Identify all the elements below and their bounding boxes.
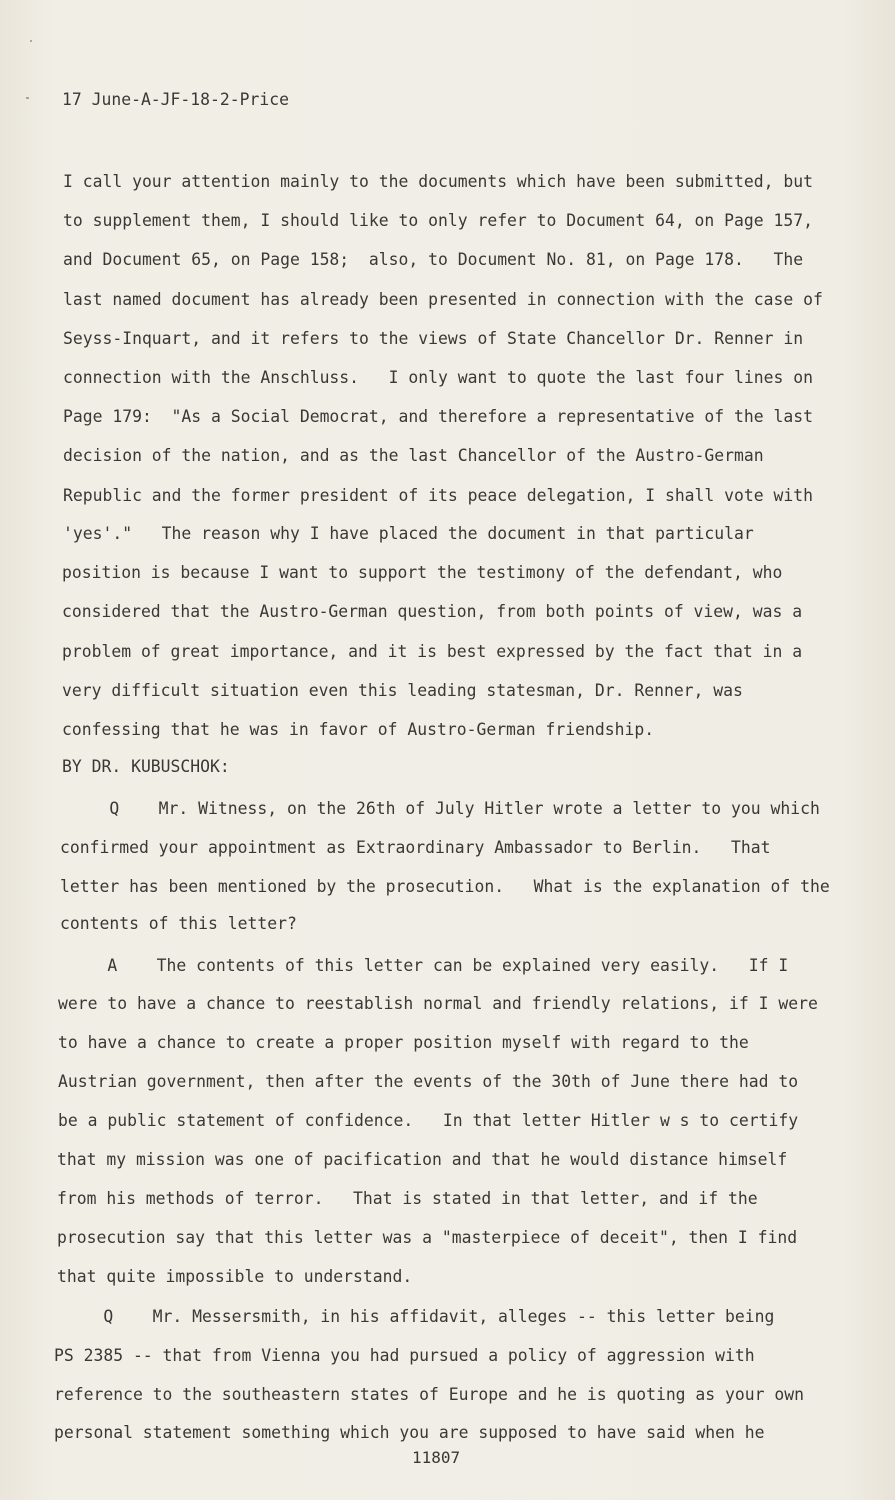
text-line: A The contents of this letter can be explained very easily. If I (58, 956, 789, 975)
page-number: 11807 (412, 1448, 461, 1467)
text-line: personal statement something which you are supposed to have said when he (54, 1423, 765, 1442)
page-header: 17 June-A-JF-18-2-Price (62, 90, 289, 109)
text-line: confessing that he was in favor of Austro-German friendship. (62, 720, 655, 739)
text-line: and Document 65, on Page 158; also, to Document No. 81, on Page 178. The (63, 250, 804, 269)
text-line: letter has been mentioned by the prosecution. What is the explanation of the (60, 877, 830, 896)
text-line: confirmed your appointment as Extraordinary Ambassador to Berlin. That (60, 838, 771, 857)
text-line: from his methods of terror. That is stated in that letter, and if the (57, 1189, 758, 1208)
text-line: Seyss-Inquart, and it refers to the views of State Chancellor Dr. Renner in (63, 329, 804, 348)
text-line: to have a chance to create a proper position myself with regard to the (58, 1033, 749, 1052)
paper-speck (30, 40, 32, 42)
text-line: very difficult situation even this leading statesman, Dr. Renner, was (62, 681, 743, 700)
text-line: to supplement them, I should like to only refer to Document 64, on Page 157, (63, 211, 813, 230)
text-line: position is because I want to support the testimony of the defendant, who (62, 563, 783, 582)
text-line: Q Mr. Messersmith, in his affidavit, alleges -- this letter being (54, 1307, 775, 1326)
text-line: 'yes'." The reason why I have placed the document in that particular (63, 524, 754, 543)
text-line: last named document has already been presented in connection with the case of (63, 290, 823, 309)
text-line: Q Mr. Witness, on the 26th of July Hitler wrote a letter to you which (60, 799, 820, 818)
text-line: contents of this letter? (60, 914, 297, 933)
text-line: problem of great importance, and it is best expressed by the fact that in a (62, 642, 803, 661)
text-line: I call your attention mainly to the documents which have been submitted, but (63, 172, 813, 191)
text-line: PS 2385 -- that from Vienna you had pursued a policy of aggression with (54, 1346, 755, 1365)
text-line: Page 179: "As a Social Democrat, and therefore a representative of the last (63, 407, 813, 426)
text-line: reference to the southeastern states of Europe and he is quoting as your own (54, 1385, 804, 1404)
text-line: Austrian government, then after the events of the 30th of June there had to (58, 1072, 799, 1091)
text-line: be a public statement of confidence. In that letter Hitler w s to certify (58, 1111, 799, 1130)
text-line: connection with the Anschluss. I only want to quote the last four lines on (63, 368, 813, 387)
text-line: prosecution say that this letter was a "masterpiece of deceit", then I find (57, 1228, 798, 1247)
text-line: considered that the Austro-German question, from both points of view, was a (62, 602, 803, 621)
text-line: that quite impossible to understand. (57, 1267, 413, 1286)
text-line: that my mission was one of pacification and that he would distance himself (57, 1150, 788, 1169)
text-line: decision of the nation, and as the last Chancellor of the Austro-German (63, 446, 764, 465)
text-line: were to have a chance to reestablish normal and friendly relations, if I were (58, 994, 818, 1013)
paper-speck (26, 97, 29, 99)
text-line: BY DR. KUBUSCHOK: (62, 757, 230, 776)
text-line: Republic and the former president of its peace delegation, I shall vote with (63, 486, 813, 505)
